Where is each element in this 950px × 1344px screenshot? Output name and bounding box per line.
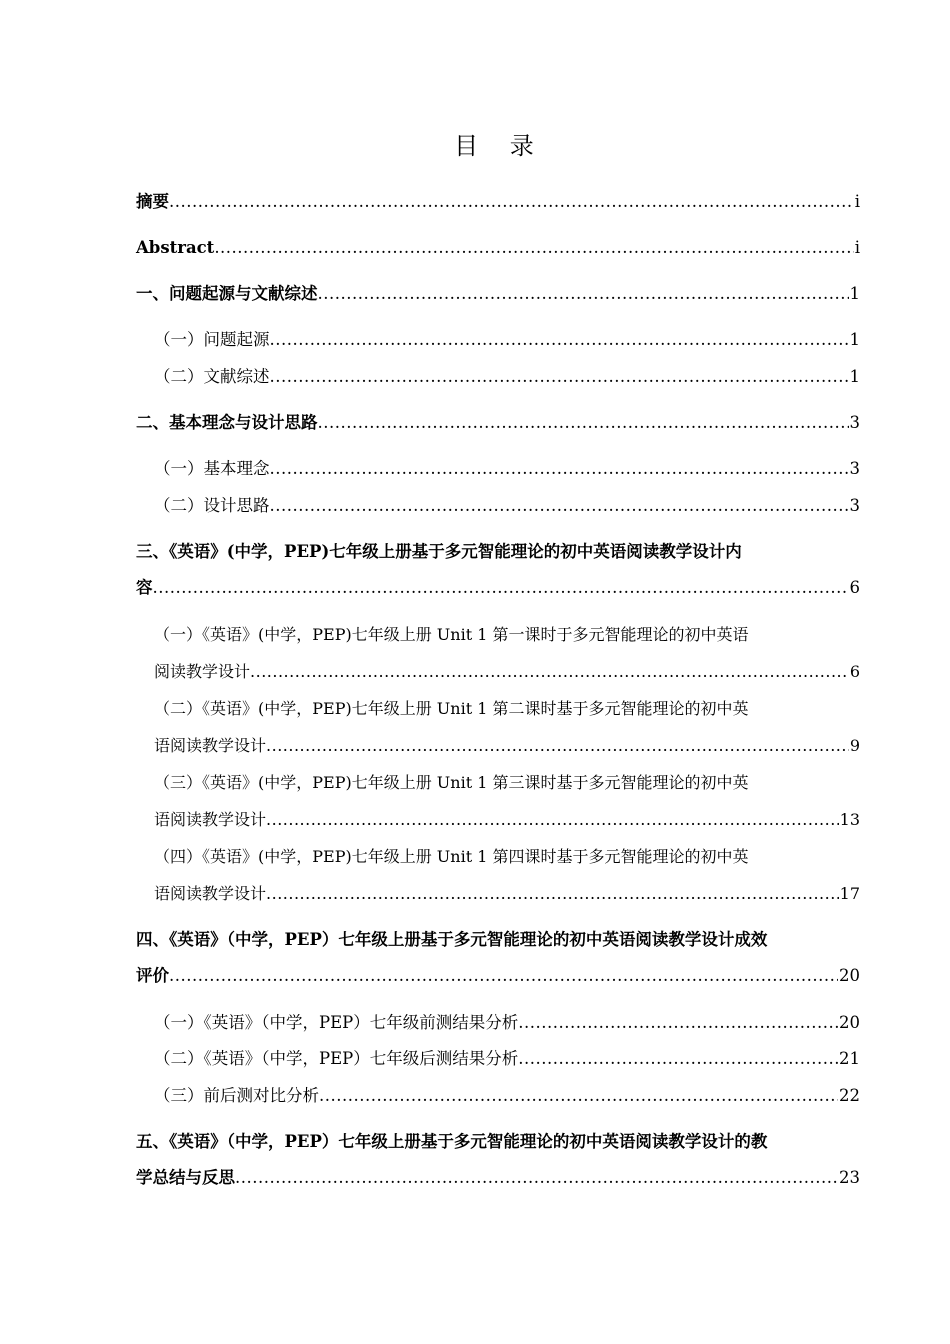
toc-entry-abstract-cn[interactable]	[136, 189, 860, 215]
leader-dots	[266, 807, 839, 833]
leader-dots	[266, 733, 849, 759]
toc-entry-page: 6	[849, 662, 860, 681]
toc-entry-text-line1: 三、《英语》(中学，PEP)七年级上册基于多元智能理论的初中英语阅读教学设计内	[136, 542, 742, 561]
toc-entry-section-2-2[interactable]	[136, 493, 860, 519]
toc-entry-text: （一）基本理念	[154, 459, 270, 478]
toc-entry-page: 23	[839, 1168, 860, 1187]
leader-dots	[153, 575, 849, 601]
toc-entry-text-line1: 四、《英语》（中学，PEP）七年级上册基于多元智能理论的初中英语阅读教学设计成效	[136, 930, 768, 949]
toc-entry-text: 二、基本理念与设计思路	[136, 413, 318, 432]
toc-entry-text: 一、问题起源与文献综述	[136, 284, 318, 303]
leader-dots	[518, 1010, 838, 1036]
toc-entry-text-line1: 五、《英语》（中学，PEP）七年级上册基于多元智能理论的初中英语阅读教学设计的教	[136, 1132, 768, 1151]
leader-dots	[169, 189, 854, 215]
toc-entry-text-line2: 语阅读教学设计	[154, 810, 267, 829]
leader-dots	[270, 493, 849, 519]
toc-entry-page: 3	[849, 413, 860, 432]
toc-entry-section-4-2[interactable]	[136, 1046, 860, 1072]
toc-entry-page: 6	[849, 578, 860, 597]
toc-entry-abstract-en[interactable]	[136, 235, 860, 261]
leader-dots	[270, 364, 849, 390]
toc-entry-text-line1: （一）《英语》(中学，PEP)七年级上册 Unit 1 第一课时于多元智能理论的初中英语	[154, 625, 749, 644]
toc-entry-section-1-2[interactable]	[136, 364, 860, 390]
toc-entry-text-line1: （三）《英语》(中学，PEP)七年级上册 Unit 1 第三课时基于多元智能理论的初中英	[154, 773, 749, 792]
toc-entry-text: 摘要	[136, 192, 169, 211]
toc-entry-text: （一）《英语》（中学，PEP）七年级前测结果分析	[154, 1013, 519, 1032]
toc-entry-text-line2: 语阅读教学设计	[154, 884, 267, 903]
toc-entry-text: （三）前后测对比分析	[154, 1086, 319, 1105]
toc-entry-text-line2: 评价	[136, 966, 169, 985]
leader-dots	[518, 1046, 838, 1072]
toc-entry-text-line1: （二）《英语》(中学，PEP)七年级上册 Unit 1 第二课时基于多元智能理论的初中英	[154, 699, 749, 718]
toc-entry-page: i	[854, 192, 860, 211]
toc-entry-text: （二）文献综述	[154, 367, 270, 386]
toc-entry-text-line2: 学总结与反思	[136, 1168, 235, 1187]
toc-entry-page: 17	[839, 884, 860, 903]
toc-entry-page: 3	[849, 496, 860, 515]
toc-entry-text-line2: 语阅读教学设计	[154, 736, 267, 755]
toc-entry-page: 20	[839, 1013, 860, 1032]
toc-entry-page: 1	[849, 330, 860, 349]
toc-entry-text-line1: （四）《英语》(中学，PEP)七年级上册 Unit 1 第四课时基于多元智能理论的初中英	[154, 847, 749, 866]
toc-entry-chapter-3[interactable]	[136, 539, 860, 601]
toc-entry-page: 13	[839, 810, 860, 829]
toc-entry-page: 20	[839, 966, 860, 985]
toc-entry-section-3-1[interactable]	[136, 622, 860, 685]
toc-entry-text: （二）《英语》（中学，PEP）七年级后测结果分析	[154, 1049, 519, 1068]
toc-entry-page: 21	[839, 1049, 860, 1068]
toc-entry-section-4-3[interactable]	[136, 1083, 860, 1109]
toc-entry-page: 9	[849, 736, 860, 755]
leader-dots	[235, 1165, 838, 1191]
leader-dots	[318, 281, 849, 307]
leader-dots	[270, 456, 849, 482]
leader-dots	[318, 410, 849, 436]
toc-entry-section-3-3[interactable]	[136, 770, 860, 833]
toc-entry-text-line2: 容	[136, 578, 153, 597]
toc-entry-page: 22	[839, 1086, 860, 1105]
toc-entry-page: i	[854, 238, 860, 257]
toc-entry-section-3-2[interactable]	[136, 696, 860, 759]
toc-entry-text: Abstract	[136, 238, 215, 257]
toc-title: 目 录	[454, 132, 546, 160]
leader-dots	[319, 1083, 838, 1109]
leader-dots	[270, 327, 849, 353]
leader-dots	[266, 881, 839, 907]
toc-entry-section-4-1[interactable]	[136, 1010, 860, 1036]
toc-entry-text: （二）设计思路	[154, 496, 270, 515]
toc-entry-page: 1	[849, 367, 860, 386]
toc-entry-chapter-1[interactable]	[136, 281, 860, 307]
leader-dots	[250, 659, 849, 685]
leader-dots	[169, 963, 838, 989]
toc-entry-section-3-4[interactable]	[136, 844, 860, 907]
toc-entry-text-line2: 阅读教学设计	[154, 662, 251, 681]
toc-entry-page: 3	[849, 459, 860, 478]
toc-entry-page: 1	[849, 284, 860, 303]
toc-entry-text: （一）问题起源	[154, 330, 270, 349]
toc-entry-section-2-1[interactable]	[136, 456, 860, 482]
leader-dots	[214, 235, 853, 261]
toc-entry-chapter-2[interactable]	[136, 410, 860, 436]
toc-entry-chapter-4[interactable]	[136, 927, 860, 989]
toc-entry-chapter-5[interactable]	[136, 1129, 860, 1191]
toc-entry-section-1-1[interactable]	[136, 327, 860, 353]
